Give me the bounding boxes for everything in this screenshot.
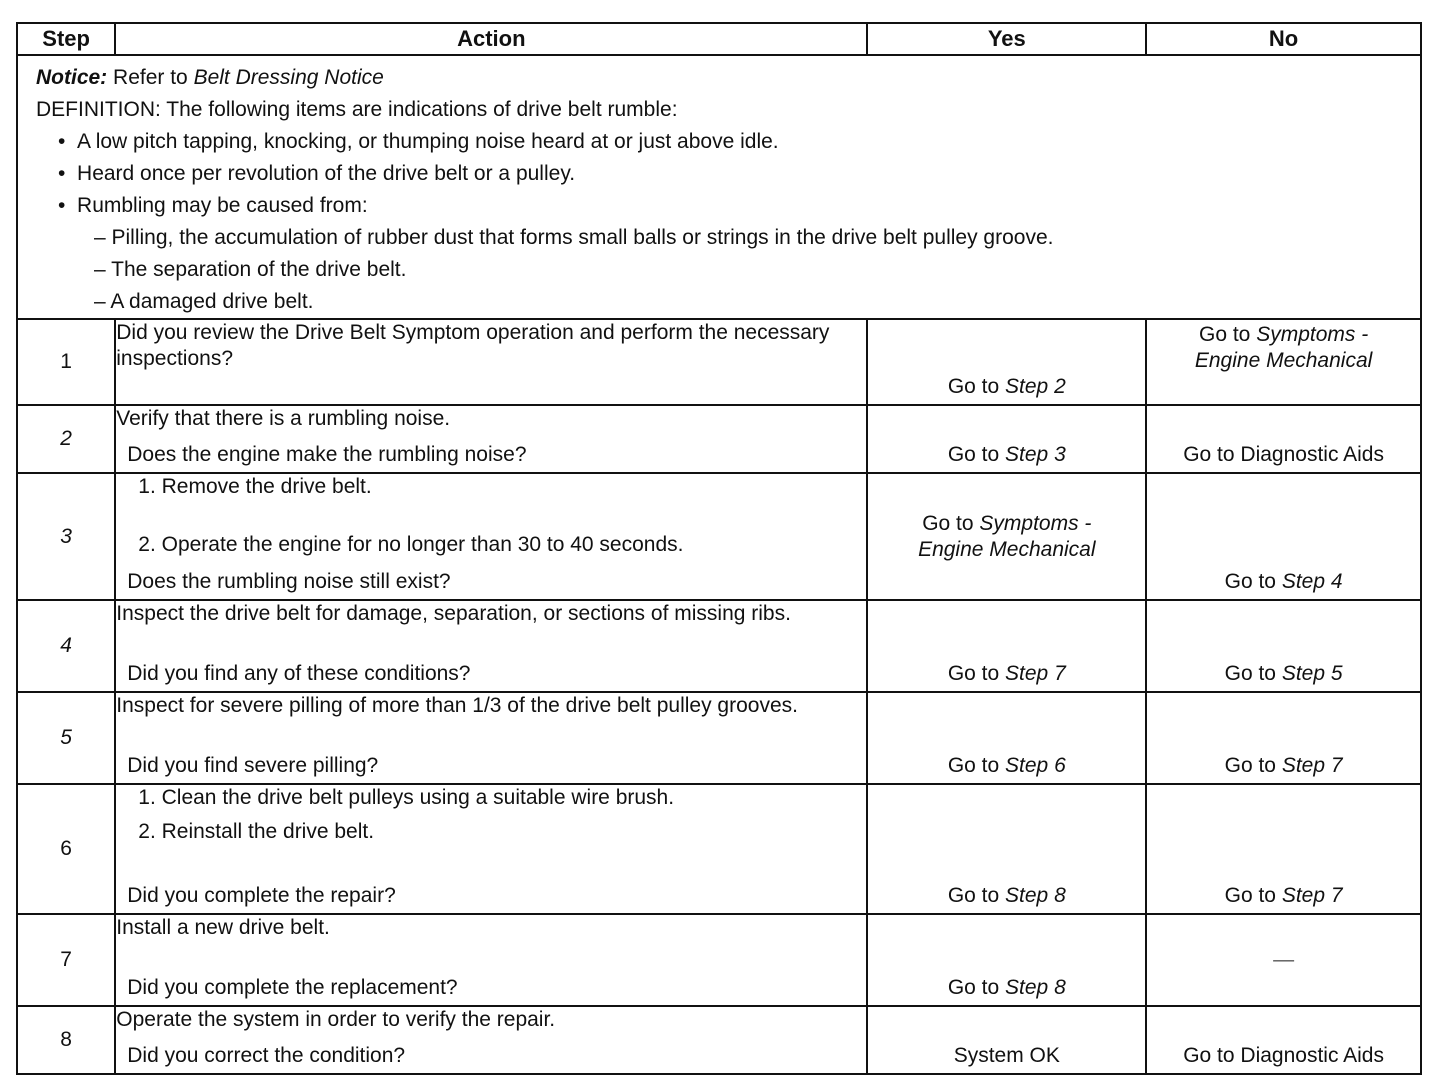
bullet-text: A low pitch tapping, knocking, or thumping noise heard at or just above idle. (77, 130, 779, 153)
bullet-text: Rumbling may be caused from: (77, 194, 368, 217)
no-prefix: Go to (1224, 570, 1282, 593)
diagnostic-table (16, 22, 1422, 1075)
sub-item: – The separation of the drive belt. (94, 258, 407, 281)
yes-prefix: Go to (947, 375, 1006, 398)
step-action (115, 692, 867, 784)
action-item: 1. Clean the drive belt pulleys using a suitable wire brush. (138, 786, 675, 809)
step-action (115, 1006, 867, 1074)
notice-label: Notice: (36, 66, 108, 89)
yes-ref: Step 6 (1005, 754, 1066, 777)
no-cell (1146, 473, 1421, 600)
bullet-text: Heard once per revolution of the drive belt or a pulley. (77, 162, 576, 185)
no-ref: Step 4 (1281, 570, 1343, 593)
no-ref: Step 7 (1281, 754, 1343, 777)
step-number: 5 (17, 692, 115, 784)
bullet-item: • Heard once per revolution of the drive belt or a pulley. (58, 162, 576, 185)
no-ref: Step 7 (1281, 884, 1343, 907)
yes-prefix: Go to (947, 754, 1006, 777)
no-prefix: Go to (1198, 323, 1257, 346)
header-no: No (1146, 23, 1421, 55)
yes-cell (867, 692, 1146, 784)
header-row (17, 23, 1421, 55)
step-action (115, 319, 867, 405)
no-cell (1146, 914, 1421, 1006)
yes-result (868, 442, 1145, 468)
no-cell (1146, 319, 1421, 405)
step-row-8 (17, 1006, 1421, 1074)
step-action (115, 405, 867, 473)
no-cell (1146, 405, 1421, 473)
step-number: 3 (17, 473, 115, 600)
step-action (115, 784, 867, 914)
yes-prefix: Go to (947, 662, 1006, 685)
step-row-4 (17, 600, 1421, 692)
step-number: 8 (17, 1006, 115, 1074)
question-text: Did you complete the repair? (127, 884, 396, 907)
yes-result (868, 374, 1145, 400)
action-text: Install a new drive belt. (116, 916, 330, 939)
no-prefix: Go to (1224, 884, 1282, 907)
step-row-6 (17, 784, 1421, 914)
yes-ref: Step 2 (1005, 375, 1066, 398)
yes-cell (867, 1006, 1146, 1074)
yes-result (868, 883, 1145, 909)
action-item: 2. Reinstall the drive belt. (138, 820, 375, 843)
yes-ref: Step 8 (1005, 884, 1066, 907)
yes-cell (867, 405, 1146, 473)
no-result (1147, 753, 1420, 779)
no-result (1147, 569, 1420, 595)
notice-cell (17, 55, 1421, 319)
yes-ref: Step 3 (1005, 443, 1066, 466)
step-row-5 (17, 692, 1421, 784)
action-text: Inspect for severe pilling of more than 1/3 of the drive belt pulley grooves. (116, 694, 798, 717)
step-row-3 (17, 473, 1421, 600)
no-cell (1146, 1006, 1421, 1074)
header-step: Step (17, 23, 115, 55)
sub-item: – A damaged drive belt. (94, 290, 314, 313)
bullet-item: • A low pitch tapping, knocking, or thumping noise heard at or just above idle. (58, 130, 779, 153)
question-text: Did you correct the condition? (127, 1044, 406, 1067)
no-result (1147, 661, 1420, 687)
no-result: Go to Diagnostic Aids (1183, 443, 1384, 466)
step-number: 4 (17, 600, 115, 692)
step-action (115, 473, 867, 600)
yes-ref: Symptoms - Engine Mechanical (918, 511, 1096, 561)
yes-prefix: Go to (947, 443, 1006, 466)
action-text: Verify that there is a rumbling noise. (116, 407, 451, 430)
yes-ref: Step 8 (1005, 976, 1066, 999)
notice-block (18, 56, 1420, 318)
no-prefix: Go to (1224, 662, 1282, 685)
yes-result (868, 661, 1145, 687)
step-number: 6 (17, 784, 115, 914)
yes-cell (867, 600, 1146, 692)
no-prefix: Go to (1224, 754, 1282, 777)
no-result (1147, 883, 1420, 909)
header-action: Action (115, 23, 867, 55)
notice-row (17, 55, 1421, 319)
yes-result (868, 511, 1145, 563)
yes-result: System OK (953, 1044, 1060, 1067)
bullet-item: • Rumbling may be caused from: (58, 194, 368, 217)
header-yes: Yes (867, 23, 1146, 55)
question-text: Did you find any of these conditions? (127, 662, 471, 685)
notice-line (36, 62, 1402, 94)
step-action (115, 600, 867, 692)
no-result (1147, 322, 1420, 374)
yes-result (868, 975, 1145, 1001)
action-item: 1. Remove the drive belt. (138, 475, 372, 498)
yes-prefix: Go to (947, 976, 1006, 999)
notice-text: Refer to (107, 66, 194, 89)
action-text: Operate the system in order to verify the repair. (116, 1008, 556, 1031)
step-number: 7 (17, 914, 115, 1006)
question-text: Does the rumbling noise still exist? (127, 570, 451, 593)
yes-cell (867, 914, 1146, 1006)
sub-item: – Pilling, the accumulation of rubber dust that forms small balls or strings in the drive belt pulley groove. (94, 226, 1054, 249)
no-cell (1146, 784, 1421, 914)
step-action (115, 914, 867, 1006)
action-text: Inspect the drive belt for damage, separation, or sections of missing ribs. (116, 602, 791, 625)
question-text: Does the engine make the rumbling noise? (127, 443, 527, 466)
step-row-1 (17, 319, 1421, 405)
no-ref: Step 5 (1281, 662, 1343, 685)
yes-prefix: Go to (922, 511, 980, 535)
definition-line: DEFINITION: The following items are indications of drive belt rumble: (36, 98, 678, 121)
step-number: 2 (17, 405, 115, 473)
no-ref: Symptoms - Engine Mechanical (1194, 323, 1373, 372)
question-text: Did you complete the replacement? (127, 976, 458, 999)
yes-cell (867, 784, 1146, 914)
step-number: 1 (17, 319, 115, 405)
no-result: Go to Diagnostic Aids (1183, 1044, 1384, 1067)
action-text: Did you review the Drive Belt Symptom operation and perform the necessary inspections? (116, 321, 830, 370)
no-cell (1146, 692, 1421, 784)
yes-cell (867, 319, 1146, 405)
notice-ref: Belt Dressing Notice (193, 66, 384, 89)
yes-cell (867, 473, 1146, 600)
yes-prefix: Go to (947, 884, 1006, 907)
question-text: Did you find severe pilling? (127, 754, 379, 777)
action-item: 2. Operate the engine for no longer than 30 to 40 seconds. (138, 533, 684, 556)
step-row-2 (17, 405, 1421, 473)
step-row-7 (17, 914, 1421, 1006)
yes-result (868, 753, 1145, 779)
yes-ref: Step 7 (1005, 662, 1066, 685)
no-result: — (1273, 948, 1295, 971)
no-cell (1146, 600, 1421, 692)
